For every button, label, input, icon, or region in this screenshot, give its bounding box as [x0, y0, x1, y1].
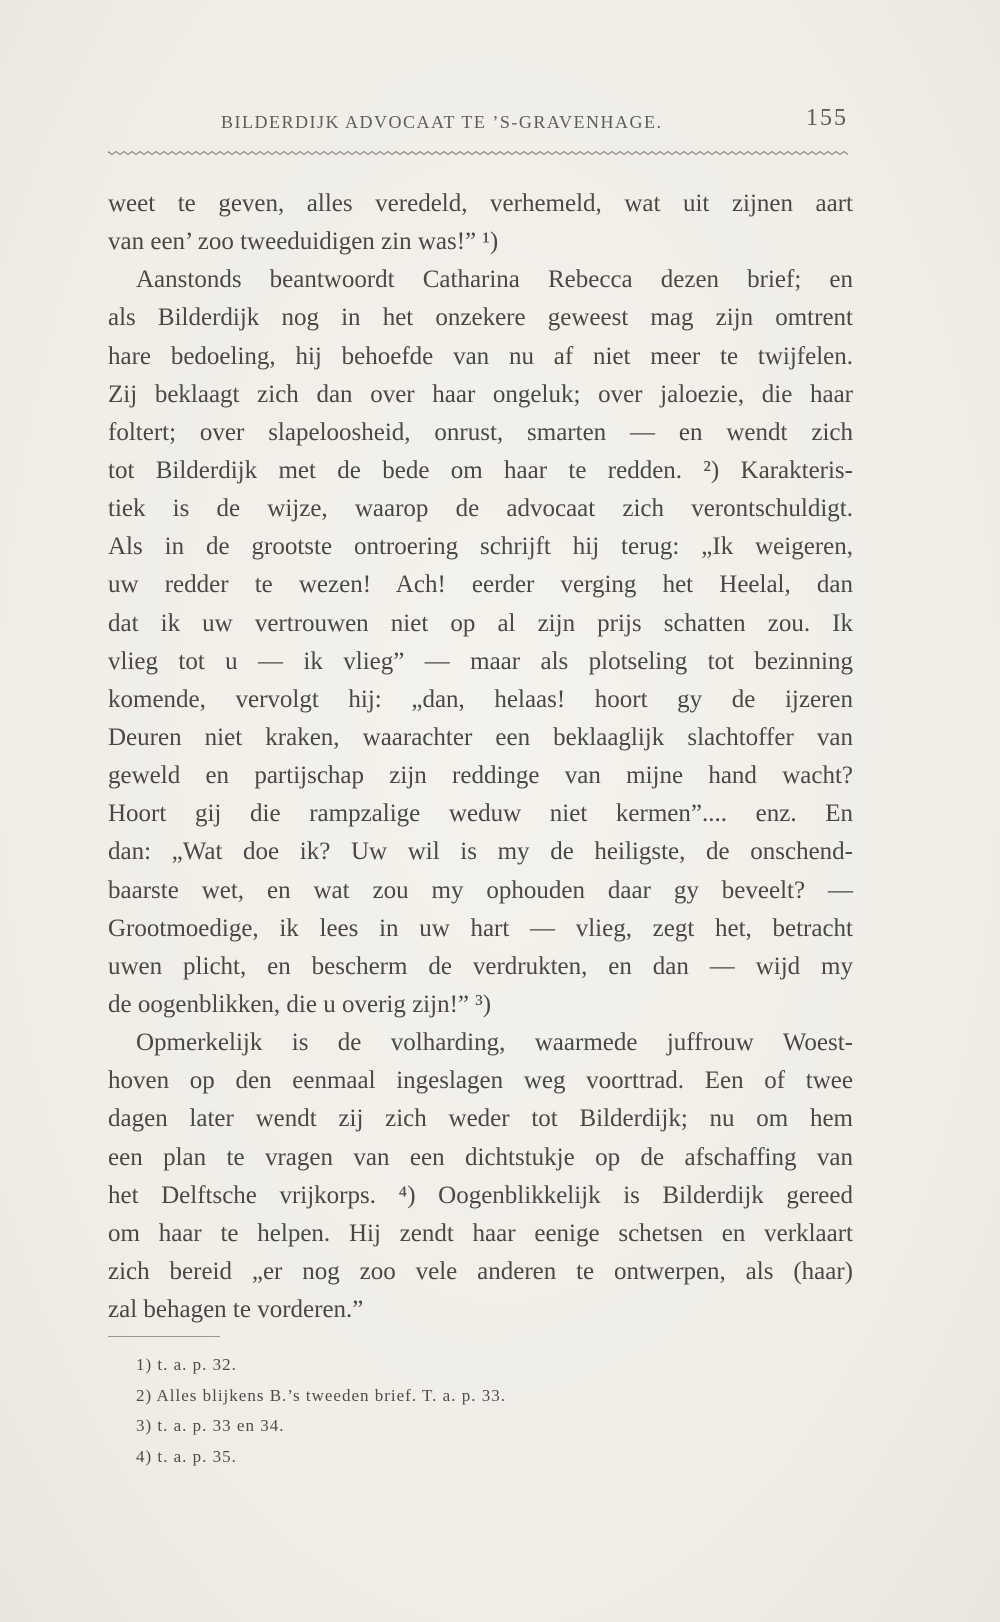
footnote: 4) t. a. p. 35. — [136, 1446, 237, 1466]
text-line: dan: „Wat doe ik? Uw wil is my de heiligste, de onschend- — [108, 838, 853, 866]
page-header — [106, 105, 848, 145]
text-line: hare bedoeling, hij behoefde van nu af niet meer te twijfelen. — [108, 342, 853, 370]
text-line: dagen later wendt zij zich weder tot Bilderdijk; nu om hem — [108, 1105, 853, 1133]
footnote-divider — [108, 1336, 220, 1337]
text-line: uwen plicht, en bescherm de verdrukten, en dan — wijd my — [108, 952, 853, 980]
text-line: dat ik uw vertrouwen niet op al zijn prijs schatten zou. Ik — [108, 609, 853, 637]
text-line: Hoort gij die rampzalige weduw niet kermen”.... enz. En — [108, 800, 853, 828]
text-line: om haar te helpen. Hij zendt haar eenige schetsen en verklaart — [108, 1219, 853, 1247]
text-line: Deuren niet kraken, waarachter een beklaaglijk slachtoffer van — [108, 723, 853, 751]
footnote: 2) Alles blijkens B.’s tweeden brief. T. a. p. 33. — [136, 1385, 506, 1405]
body-text — [108, 185, 853, 1329]
text-line: Zij beklaagt zich dan over haar ongeluk; over jaloezie, die haar — [108, 380, 853, 408]
text-line: komende, vervolgt hij: „dan, helaas! hoort gy de ijzeren — [108, 685, 853, 713]
text-line: zal behagen te vorderen.” — [108, 1296, 364, 1324]
footnote: 1) t. a. p. 32. — [136, 1355, 237, 1374]
text-line: tot Bilderdijk met de bede om haar te redden. ²) Karakteris- — [108, 456, 853, 484]
text-line: geweld en partijschap zijn reddinge van mijne hand wacht? — [108, 762, 853, 790]
text-line: foltert; over slapeloosheid, onrust, smarten — en wendt zich — [108, 418, 853, 446]
text-line: weet te geven, alles veredeld, verhemeld, wat uit zijnen aart — [108, 190, 853, 217]
text-line: van een’ zoo tweeduidigen zin was!” ¹) — [108, 228, 499, 256]
text-line: Als in de grootste ontroering schrijft hij terug: „Ik weigeren, — [108, 533, 853, 561]
wavy-header-rule — [108, 148, 848, 158]
paragraph-start-line: Aanstonds beantwoordt Catharina Rebecca dezen brief; en — [136, 266, 853, 294]
footnote: 3) t. a. p. 33 en 34. — [136, 1416, 285, 1435]
text-line: de oogenblikken, die u overig zijn!” ³) — [108, 990, 492, 1018]
text-line: tiek is de wijze, waarop de advocaat zich verontschuldigt. — [108, 495, 853, 523]
text-line: baarste wet, en wat zou my ophouden daar gy beveelt? — — [108, 876, 853, 904]
text-line: vlieg tot u — ik vlieg” — maar als plotseling tot bezinning — [108, 647, 853, 675]
text-line: zich bereid „er nog zoo vele anderen te ontwerpen, als (haar) — [108, 1257, 853, 1285]
text-line: hoven op den eenmaal ingeslagen weg voorttrad. Een of twee — [108, 1067, 853, 1095]
text-line: een plan te vragen van een dichtstukje op de afschaffing van — [108, 1143, 853, 1171]
text-line: het Delftsche vrijkorps. ⁴) Oogenblikkelijk is Bilderdijk gereed — [108, 1181, 853, 1209]
text-line: als Bilderdijk nog in het onzekere geweest mag zijn omtrent — [108, 304, 853, 332]
page-number: 155 — [806, 105, 848, 131]
paragraph-start-line: Opmerkelijk is de volharding, waarmede juffrouw Woest- — [136, 1029, 853, 1057]
text-line: uw redder te wezen! Ach! eerder verging het Heelal, dan — [108, 571, 853, 599]
text-line: Grootmoedige, ik lees in uw hart — vlieg, zegt het, betracht — [108, 914, 853, 942]
footnotes — [136, 1350, 736, 1472]
running-title: BILDERDIJK ADVOCAAT TE ’S-GRAVENHAGE. — [221, 112, 663, 132]
